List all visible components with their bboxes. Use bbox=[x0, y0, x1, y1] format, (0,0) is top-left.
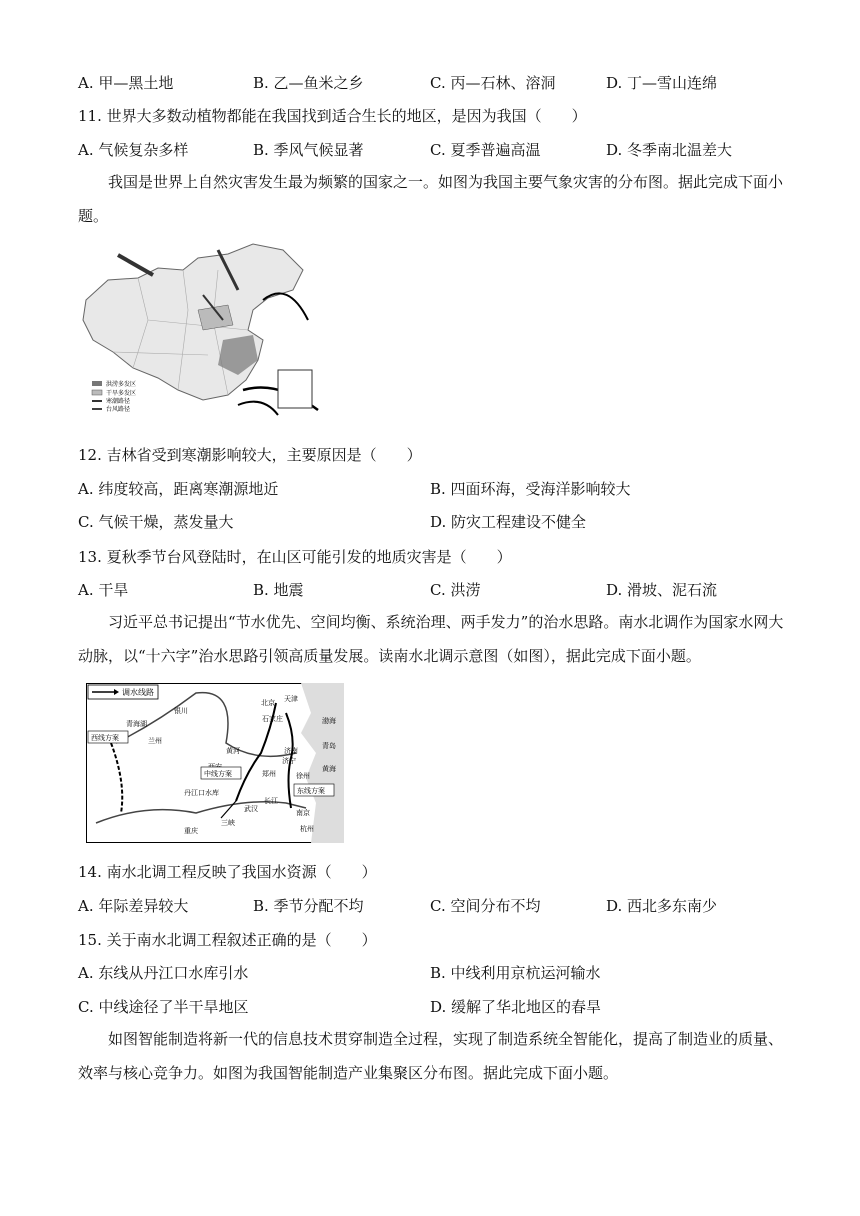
label-changjiang: 长江 bbox=[264, 797, 278, 805]
legend-cold-wave: 寒潮路径 bbox=[106, 398, 131, 405]
label-beijing: 北京 bbox=[261, 699, 275, 707]
q14-option-c: C. 空间分布不均 bbox=[430, 897, 541, 915]
q15-option-d: D. 缓解了华北地区的春旱 bbox=[430, 998, 602, 1016]
water-transfer-map-figure bbox=[86, 683, 344, 843]
q10-option-d: D. 丁—雪山连绵 bbox=[606, 74, 718, 92]
label-hangzhou: 杭州 bbox=[300, 825, 314, 833]
label-wuhan: 武汉 bbox=[244, 805, 258, 813]
label-sanxia: 三峡 bbox=[221, 819, 235, 827]
water-transfer-map bbox=[86, 683, 344, 843]
intro-paragraph-14-15: 习近平总书记提出“节水优先、空间均衡、系统治理、两手发力”的治水思路。南水北调作为国家水网大动脉，以“十六字”治水思路引领高质量发展。读南水北调示意图（如图），据此完成下面小题。 bbox=[78, 613, 784, 665]
q12-option-b: B. 四面环海，受海洋影响较大 bbox=[430, 480, 631, 498]
legend-drought: 干旱多发区 bbox=[106, 390, 137, 397]
q11-option-c: C. 夏季普遍高温 bbox=[430, 141, 541, 159]
legend-typhoon: 台风路径 bbox=[106, 406, 131, 413]
label-zhengzhou: 郑州 bbox=[262, 770, 276, 778]
q12-option-d: D. 防灾工程建设不健全 bbox=[430, 513, 587, 531]
q11-stem: 11. 世界大多数动植物都能在我国找到适合生长的地区，是因为我国（ ） bbox=[78, 107, 587, 125]
label-bohai: 渤海 bbox=[322, 717, 336, 725]
label-qinghai: 青海湖 bbox=[126, 720, 147, 728]
label-jinan: 济南 bbox=[284, 747, 298, 755]
label-yinchuan: 银川 bbox=[174, 707, 188, 715]
label-west-route: 西线方案 bbox=[91, 734, 119, 742]
label-chongqing: 重庆 bbox=[184, 827, 198, 835]
map2-legend-label: 调水线路 bbox=[122, 688, 154, 697]
q13-option-c: C. 洪涝 bbox=[430, 581, 481, 599]
q14-option-d: D. 西北多东南少 bbox=[606, 897, 718, 915]
q15-option-c: C. 中线途径了半干旱地区 bbox=[78, 998, 249, 1016]
q12-option-a: A. 纬度较高，距离寒潮源地近 bbox=[78, 480, 279, 498]
q14-option-a: A. 年际差异较大 bbox=[78, 897, 189, 915]
q13-option-a: A. 干旱 bbox=[78, 581, 129, 599]
label-jining: 济宁 bbox=[282, 757, 296, 765]
label-danjiangkou: 丹江口水库 bbox=[184, 789, 219, 797]
label-xuzhou: 徐州 bbox=[296, 772, 310, 780]
intro-paragraph-16: 如图智能制造将新一代的信息技术贯穿制造全过程，实现了制造系统全智能化，提高了制造业的质量、效率与核心竞争力。如图为我国智能制造产业集聚区分布图。据此完成下面小题。 bbox=[78, 1030, 784, 1082]
q11-option-b: B. 季风气候显著 bbox=[253, 141, 364, 159]
q10-option-a: A. 甲—黑土地 bbox=[78, 74, 174, 92]
q13-option-b: B. 地震 bbox=[253, 581, 304, 599]
q15-option-a: A. 东线从丹江口水库引水 bbox=[78, 964, 249, 982]
disaster-map bbox=[78, 240, 322, 416]
label-qingdao: 青岛 bbox=[322, 742, 336, 750]
q13-stem: 13. 夏秋季节台风登陆时，在山区可能引发的地质灾害是（ ） bbox=[78, 548, 512, 566]
q12-option-c: C. 气候干燥，蒸发量大 bbox=[78, 513, 234, 531]
intro-paragraph-12-13: 我国是世界上自然灾害发生最为频繁的国家之一。如图为我国主要气象灾害的分布图。据此完成下面小题。 bbox=[78, 173, 784, 225]
q14-option-b: B. 季节分配不均 bbox=[253, 897, 364, 915]
legend-flood: 洪涝多发区 bbox=[106, 381, 137, 388]
label-nanjing: 南京 bbox=[296, 809, 310, 817]
label-huang-river: 黄河 bbox=[226, 747, 240, 755]
q15-stem: 15. 关于南水北调工程叙述正确的是（ ） bbox=[78, 931, 377, 949]
q13-option-d: D. 滑坡、泥石流 bbox=[606, 581, 718, 599]
label-middle-route: 中线方案 bbox=[204, 770, 232, 778]
q10-option-b: B. 乙—鱼米之乡 bbox=[253, 74, 364, 92]
q15-option-b: B. 中线利用京杭运河输水 bbox=[430, 964, 601, 982]
label-huanghai: 黄海 bbox=[322, 765, 336, 773]
label-east-route: 东线方案 bbox=[297, 787, 325, 795]
q11-option-a: A. 气候复杂多样 bbox=[78, 141, 189, 159]
label-shijiazhuang: 石家庄 bbox=[262, 715, 283, 723]
q12-stem: 12. 吉林省受到寒潮影响较大，主要原因是（ ） bbox=[78, 446, 422, 464]
q11-option-d: D. 冬季南北温差大 bbox=[606, 141, 733, 159]
q14-stem: 14. 南水北调工程反映了我国水资源（ ） bbox=[78, 863, 377, 881]
label-tianjin: 天津 bbox=[284, 695, 298, 703]
q10-option-c: C. 丙—石林、溶洞 bbox=[430, 74, 556, 92]
label-lanzhou: 兰州 bbox=[148, 737, 162, 745]
disaster-map-figure bbox=[78, 240, 322, 416]
